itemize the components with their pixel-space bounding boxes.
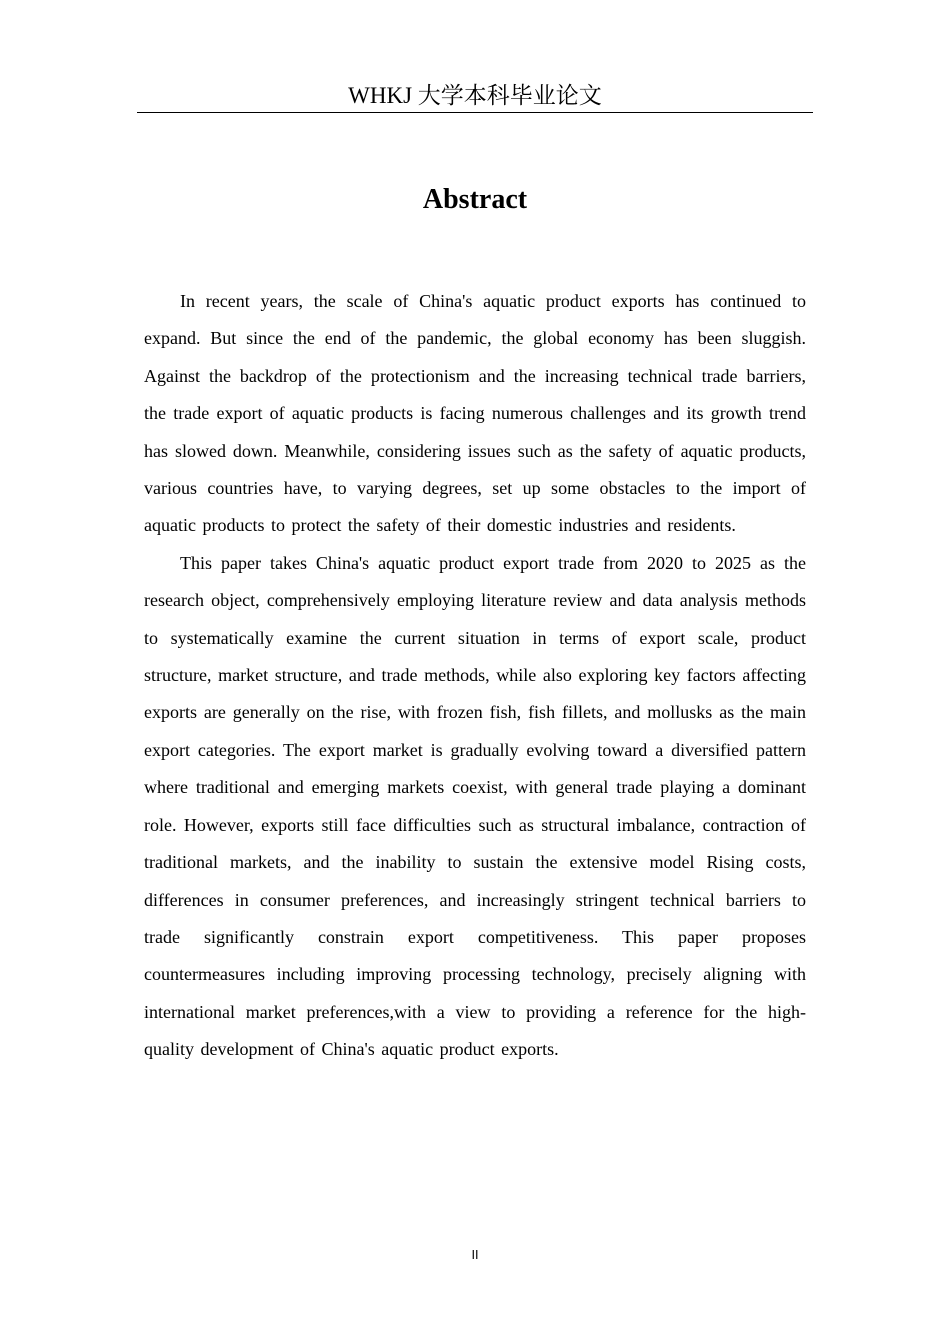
abstract-title: Abstract [422,184,528,215]
page-number: II [471,1248,479,1262]
abstract-paragraph-2: This paper takes China's aquatic product export trade from 2020 to 2025 as the research object, comprehensively employing literature review and data analysis methods to systematically examine the current situation in terms of export scale, product structure, market structure, and trade methods, while also exploring key factors affecting exports are generally on the rise, with frozen fish, fish fillets, and mollusks as the main export categories. The export market is gradually evolving toward a diversified pattern where traditional and emerging markets coexist, with general trade playing a dominant role. However, exports still face difficulties such as structural imbalance, contraction of traditional markets, and the inability to sustain the extensive model Rising costs, differences in consumer preferences, and increasingly stringent technical barriers to trade significantly constrain export competitiveness. This paper proposes countermeasures including improving processing technology, precisely aligning with international market preferences,with a view to providing a reference for the high-quality development of China's aquatic product exports. [144,552,806,1060]
abstract-body [144,283,806,1069]
abstract-paragraph-1: In recent years, the scale of China's aquatic product exports has continued to expand. But since the end of the pandemic, the global economy has been sluggish. Against the backdrop of the protectionism and the increasing technical trade barriers, the trade export of aquatic products is facing numerous challenges and its growth trend has slowed down. Meanwhile, considering issues such as the safety of aquatic products, various countries have, to varying degrees, set up some obstacles to the import of aquatic products to protect the safety of their domestic industries and residents. [144,291,806,536]
page-header [137,80,813,113]
header-title: WHKJ 大学本科毕业论文 [348,83,602,108]
